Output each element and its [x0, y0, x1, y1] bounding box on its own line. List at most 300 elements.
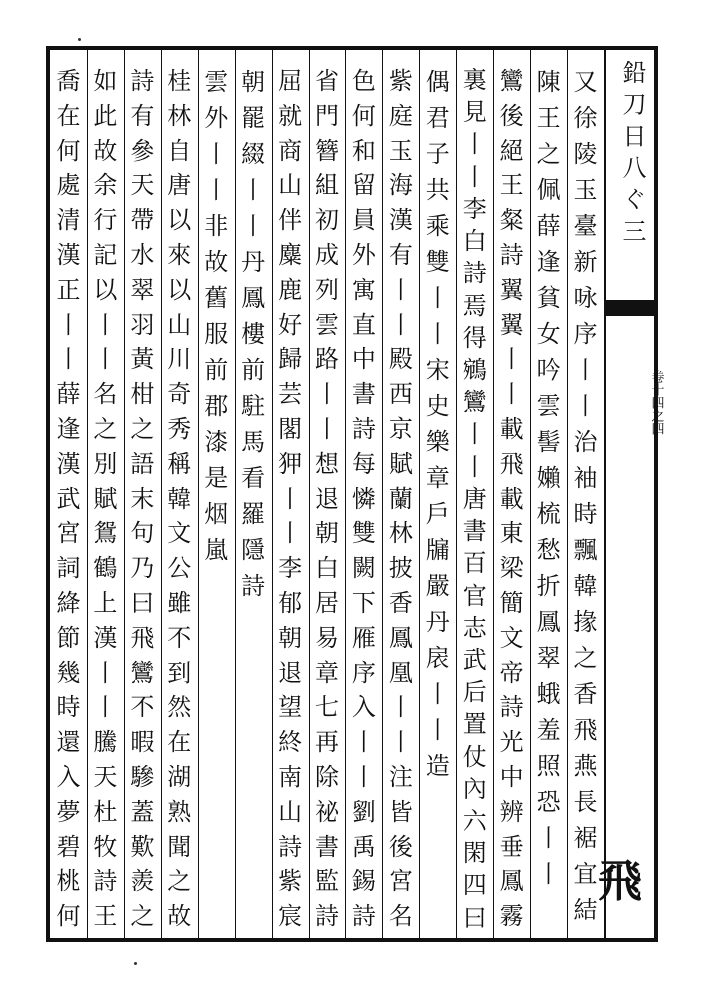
- character: 名: [388, 902, 413, 931]
- character: 騰: [93, 728, 118, 757]
- character: 鶴: [93, 554, 118, 583]
- character: 治: [573, 428, 598, 456]
- character: 居: [315, 588, 339, 617]
- character: 志: [462, 613, 487, 642]
- character: 注: [388, 762, 413, 791]
- character: 陵: [573, 140, 598, 168]
- character: 不: [130, 693, 155, 722]
- character: 薛: [56, 380, 81, 409]
- character: 丨: [499, 380, 524, 409]
- character: 非: [204, 212, 229, 240]
- character: 初: [315, 206, 339, 235]
- text-column: [458, 64, 492, 934]
- character: 語: [130, 449, 155, 478]
- text-column: [421, 64, 455, 784]
- character: 舊: [204, 284, 229, 312]
- character: 閑: [462, 839, 487, 868]
- character: 章: [315, 658, 339, 687]
- character: 王: [499, 171, 524, 200]
- character: 宮: [388, 867, 413, 896]
- character: 稱: [167, 449, 192, 478]
- character: 漆: [204, 428, 229, 456]
- character: 夢: [56, 797, 81, 826]
- character: 香: [388, 588, 413, 617]
- character: 丨: [388, 275, 413, 304]
- character: 貧: [536, 284, 561, 312]
- character: 驂: [130, 762, 155, 791]
- character: 鵷: [462, 355, 487, 384]
- character: 自: [167, 136, 192, 165]
- character: 蘭: [388, 484, 413, 513]
- character: 翠: [536, 644, 561, 672]
- character: 想: [315, 449, 339, 478]
- text-column: [236, 64, 270, 604]
- character: 祕: [315, 797, 339, 826]
- character: 粲: [499, 206, 524, 235]
- character: 西: [388, 380, 413, 409]
- character: 雙: [351, 519, 376, 548]
- character: 故: [93, 136, 118, 165]
- character: 白: [315, 554, 339, 583]
- character: 以: [167, 206, 192, 235]
- character: 丨: [573, 356, 598, 384]
- character: 山: [278, 797, 303, 826]
- character: 還: [56, 728, 81, 757]
- fish-tail-block: [606, 300, 658, 316]
- character: 辨: [499, 797, 524, 826]
- character: 屈: [278, 67, 303, 95]
- character: 余: [93, 171, 118, 200]
- character: 丨: [499, 345, 524, 374]
- character: 丨: [536, 860, 561, 888]
- character: 丨: [425, 680, 450, 708]
- character: 前: [204, 356, 229, 384]
- text-column: [125, 64, 159, 934]
- character: 除: [315, 762, 339, 791]
- character: 翼: [499, 310, 524, 339]
- character: 戶: [425, 500, 450, 528]
- character: 林: [167, 101, 192, 130]
- character: 新: [573, 248, 598, 276]
- character: 書: [351, 380, 376, 409]
- character: 以: [93, 275, 118, 304]
- character: 丨: [93, 345, 118, 374]
- character: 造: [425, 752, 450, 780]
- character: 丨: [462, 420, 487, 449]
- character: 庭: [388, 101, 413, 130]
- character: 韓: [167, 484, 192, 513]
- character: 乘: [425, 212, 450, 240]
- character: 玉: [388, 136, 413, 165]
- character: 罷: [241, 104, 266, 132]
- character: 霧: [499, 902, 524, 931]
- banxin-header: [612, 60, 652, 242]
- character: 節: [56, 623, 81, 652]
- character: 之: [573, 644, 598, 672]
- character: 黃: [130, 345, 155, 374]
- banxin-title: 鉛 刀 日 八 ぐ 三: [618, 60, 646, 243]
- character: 外: [204, 104, 229, 132]
- character: 翼: [499, 275, 524, 304]
- character: 丨: [425, 320, 450, 348]
- character: 雲: [536, 392, 561, 420]
- character: 退: [315, 484, 339, 513]
- character: 丹: [241, 248, 266, 276]
- character: 羅: [241, 500, 266, 528]
- character: 丨: [462, 452, 487, 481]
- character: 殿: [388, 345, 413, 374]
- character: 故: [204, 248, 229, 276]
- character: 丨: [425, 284, 450, 312]
- character: 公: [167, 554, 192, 583]
- character: 詩: [499, 240, 524, 269]
- character: 聞: [167, 832, 192, 861]
- character: 七: [315, 693, 339, 722]
- character: 末: [130, 484, 155, 513]
- character: 之: [130, 414, 155, 443]
- character: 山: [278, 171, 303, 200]
- character: 六: [462, 807, 487, 836]
- character: 丨: [241, 212, 266, 240]
- character: 中: [351, 345, 376, 374]
- character: 後: [499, 101, 524, 130]
- character: 君: [425, 104, 450, 132]
- character: 詩: [278, 832, 303, 861]
- character: 官: [462, 581, 487, 610]
- character: 文: [499, 623, 524, 652]
- character: 川: [167, 345, 192, 374]
- character: 鳳: [388, 623, 413, 652]
- character: 雲: [204, 68, 229, 96]
- character: 漢: [93, 623, 118, 652]
- character: 帝: [499, 658, 524, 687]
- character: 嵐: [204, 536, 229, 564]
- character: 望: [278, 693, 303, 722]
- character: 照: [536, 752, 561, 780]
- character: 置: [462, 710, 487, 739]
- character: 員: [351, 206, 376, 235]
- character: 雁: [351, 623, 376, 652]
- text-column: [310, 64, 344, 934]
- text-column: [88, 64, 122, 934]
- character: 裾: [573, 824, 598, 852]
- character: 寓: [351, 275, 376, 304]
- character: 鳳: [499, 867, 524, 896]
- character: 陳: [536, 68, 561, 96]
- character: 逢: [56, 414, 81, 443]
- character: 后: [462, 678, 487, 707]
- banxin-line: [604, 50, 606, 938]
- character: 王: [93, 902, 118, 931]
- text-column: [532, 64, 566, 892]
- character: 成: [315, 240, 339, 269]
- character: 唐: [462, 484, 487, 513]
- frame-right: [654, 46, 658, 942]
- character: 凰: [388, 658, 413, 687]
- character: 服: [204, 320, 229, 348]
- character: 入: [56, 762, 81, 791]
- character: 列: [315, 275, 339, 304]
- character: 中: [499, 762, 524, 791]
- character: 終: [278, 728, 303, 757]
- character: 處: [56, 171, 81, 200]
- character: 武: [56, 484, 81, 513]
- character: 丨: [351, 728, 376, 757]
- character: 熟: [167, 797, 192, 826]
- character: 鹿: [278, 275, 303, 304]
- character: 丨: [315, 380, 339, 409]
- character: 佩: [536, 176, 561, 204]
- character: 在: [167, 728, 192, 757]
- character: 天: [93, 762, 118, 791]
- character: 有: [130, 101, 155, 130]
- character: 折: [536, 572, 561, 600]
- character: 燕: [573, 752, 598, 780]
- character: 子: [425, 140, 450, 168]
- character: 詩: [241, 572, 266, 600]
- character: 詩: [351, 414, 376, 443]
- character: 香: [573, 680, 598, 708]
- character: 羨: [130, 867, 155, 896]
- character: 閣: [278, 414, 303, 443]
- character: 來: [167, 240, 192, 269]
- character: 外: [351, 240, 376, 269]
- character: 丨: [388, 693, 413, 722]
- character: 丨: [93, 310, 118, 339]
- character: 郡: [204, 392, 229, 420]
- character: 時: [56, 693, 81, 722]
- character: 丨: [536, 824, 561, 852]
- character: 百: [462, 549, 487, 578]
- character: 看: [241, 464, 266, 492]
- character: 披: [388, 554, 413, 583]
- character: 樓: [241, 320, 266, 348]
- character: 咏: [573, 284, 598, 312]
- character: 烟: [204, 500, 229, 528]
- character: 牖: [425, 536, 450, 564]
- character: 麋: [278, 240, 303, 269]
- character: 何: [56, 902, 81, 931]
- character: 是: [204, 464, 229, 492]
- character: 皆: [388, 797, 413, 826]
- juan-label: 卷十四之四: [648, 370, 664, 435]
- character: 李: [462, 194, 487, 223]
- character: 和: [351, 136, 376, 165]
- character: 焉: [462, 291, 487, 320]
- character: 暇: [130, 728, 155, 757]
- character: 退: [278, 658, 303, 687]
- character: 韓: [573, 572, 598, 600]
- character: 鸞: [462, 388, 487, 417]
- character: 序: [573, 320, 598, 348]
- character: 丨: [93, 693, 118, 722]
- character: 嚴: [425, 572, 450, 600]
- text-column: [162, 64, 196, 934]
- character: 雖: [167, 588, 192, 617]
- character: 唐: [167, 171, 192, 200]
- character: 丨: [462, 130, 487, 159]
- character: 秀: [167, 414, 192, 443]
- frame-bottom: [46, 938, 658, 942]
- character: 每: [351, 449, 376, 478]
- character: 此: [93, 101, 118, 130]
- text-column: [384, 64, 418, 934]
- character: 帶: [130, 206, 155, 235]
- character: 之: [536, 140, 561, 168]
- character: 南: [278, 762, 303, 791]
- character: 歎: [130, 832, 155, 861]
- banxin-fish-tail: [636, 370, 676, 435]
- character: 郁: [278, 588, 303, 617]
- character: 有: [388, 240, 413, 269]
- character: 就: [278, 101, 303, 130]
- character: 薛: [536, 212, 561, 240]
- character: 光: [499, 728, 524, 757]
- character: 漢: [388, 206, 413, 235]
- character: 書: [462, 517, 487, 546]
- character: 絳: [56, 588, 81, 617]
- character: 恐: [536, 788, 561, 816]
- character: 飛: [130, 623, 155, 652]
- character: 曰: [462, 903, 487, 932]
- frame-left: [46, 46, 50, 942]
- character: 雙: [425, 248, 450, 276]
- character: 何: [56, 136, 81, 165]
- character: 鸞: [499, 67, 524, 95]
- character: 四: [462, 871, 487, 900]
- character: 武: [462, 645, 487, 674]
- character: 蓋: [130, 797, 155, 826]
- character: 京: [388, 414, 413, 443]
- character: 伴: [278, 206, 303, 235]
- character: 丨: [56, 345, 81, 374]
- character: 羞: [536, 716, 561, 744]
- character: 賦: [93, 484, 118, 513]
- character: 丨: [573, 392, 598, 420]
- character: 柑: [130, 380, 155, 409]
- character: 丨: [204, 140, 229, 168]
- character: 商: [278, 136, 303, 165]
- character: 髻: [536, 428, 561, 456]
- character: 隱: [241, 536, 266, 564]
- character: 桃: [56, 867, 81, 896]
- character: 之: [167, 867, 192, 896]
- character: 如: [93, 67, 118, 95]
- character: 玉: [573, 176, 598, 204]
- character: 詩: [499, 693, 524, 722]
- character: 桂: [167, 67, 192, 95]
- character: 馬: [241, 428, 266, 456]
- character: 飄: [573, 536, 598, 564]
- character: 宋: [425, 356, 450, 384]
- character: 不: [167, 623, 192, 652]
- character: 得: [462, 323, 487, 352]
- character: 丨: [388, 728, 413, 757]
- character: 好: [278, 310, 303, 339]
- character: 宮: [56, 519, 81, 548]
- character: 扆: [425, 644, 450, 672]
- character: 禹: [351, 832, 376, 861]
- character: 然: [167, 693, 192, 722]
- character: 清: [56, 206, 81, 235]
- character: 章: [425, 464, 450, 492]
- character: 再: [315, 728, 339, 757]
- text-column: [51, 64, 85, 934]
- character: 裏: [462, 66, 487, 94]
- character: 劉: [351, 797, 376, 826]
- character: 簡: [499, 588, 524, 617]
- text-column: [495, 64, 529, 934]
- character: 宸: [278, 902, 303, 931]
- character: 丨: [425, 716, 450, 744]
- character: 鳳: [241, 284, 266, 312]
- character: 絕: [499, 136, 524, 165]
- character: 闕: [351, 554, 376, 583]
- character: 路: [315, 345, 339, 374]
- character: 史: [425, 392, 450, 420]
- character: 海: [388, 171, 413, 200]
- character: 飛: [573, 716, 598, 744]
- character: 仗: [462, 742, 487, 771]
- character: 下: [351, 588, 376, 617]
- character: 山: [167, 310, 192, 339]
- character: 曰: [130, 588, 155, 617]
- character: 芸: [278, 380, 303, 409]
- character: 之: [93, 414, 118, 443]
- corner-character: 飛: [598, 856, 642, 907]
- text-column: [569, 64, 603, 928]
- character: 朝: [315, 519, 339, 548]
- character: 杜: [93, 797, 118, 826]
- character: 綴: [241, 140, 266, 168]
- character: 時: [573, 500, 598, 528]
- character: 垂: [499, 832, 524, 861]
- character: 何: [351, 101, 376, 130]
- character: 載: [499, 484, 524, 513]
- character: 天: [130, 171, 155, 200]
- character: 丨: [278, 484, 303, 513]
- character: 東: [499, 519, 524, 548]
- character: 見: [462, 98, 487, 127]
- character: 逢: [536, 248, 561, 276]
- character: 愁: [536, 536, 561, 564]
- character: 蛾: [536, 680, 561, 708]
- character: 前: [241, 356, 266, 384]
- character: 梳: [536, 500, 561, 528]
- character: 直: [351, 310, 376, 339]
- character: 省: [315, 67, 339, 95]
- character: 牧: [93, 832, 118, 861]
- character: 徐: [573, 104, 598, 132]
- character: 監: [315, 867, 339, 896]
- character: 丨: [315, 414, 339, 443]
- character: 雲: [315, 310, 339, 339]
- character: 乃: [130, 554, 155, 583]
- character: 詞: [56, 554, 81, 583]
- text-column: [273, 64, 307, 934]
- character: 序: [351, 658, 376, 687]
- character: 組: [315, 171, 339, 200]
- character: 內: [462, 774, 487, 803]
- character: 行: [93, 206, 118, 235]
- character: 紫: [388, 67, 413, 95]
- character: 幾: [56, 658, 81, 687]
- character: 朝: [278, 623, 303, 652]
- character: 書: [315, 832, 339, 861]
- character: 丨: [351, 762, 376, 791]
- character: 詩: [462, 259, 487, 288]
- character: 到: [167, 658, 192, 687]
